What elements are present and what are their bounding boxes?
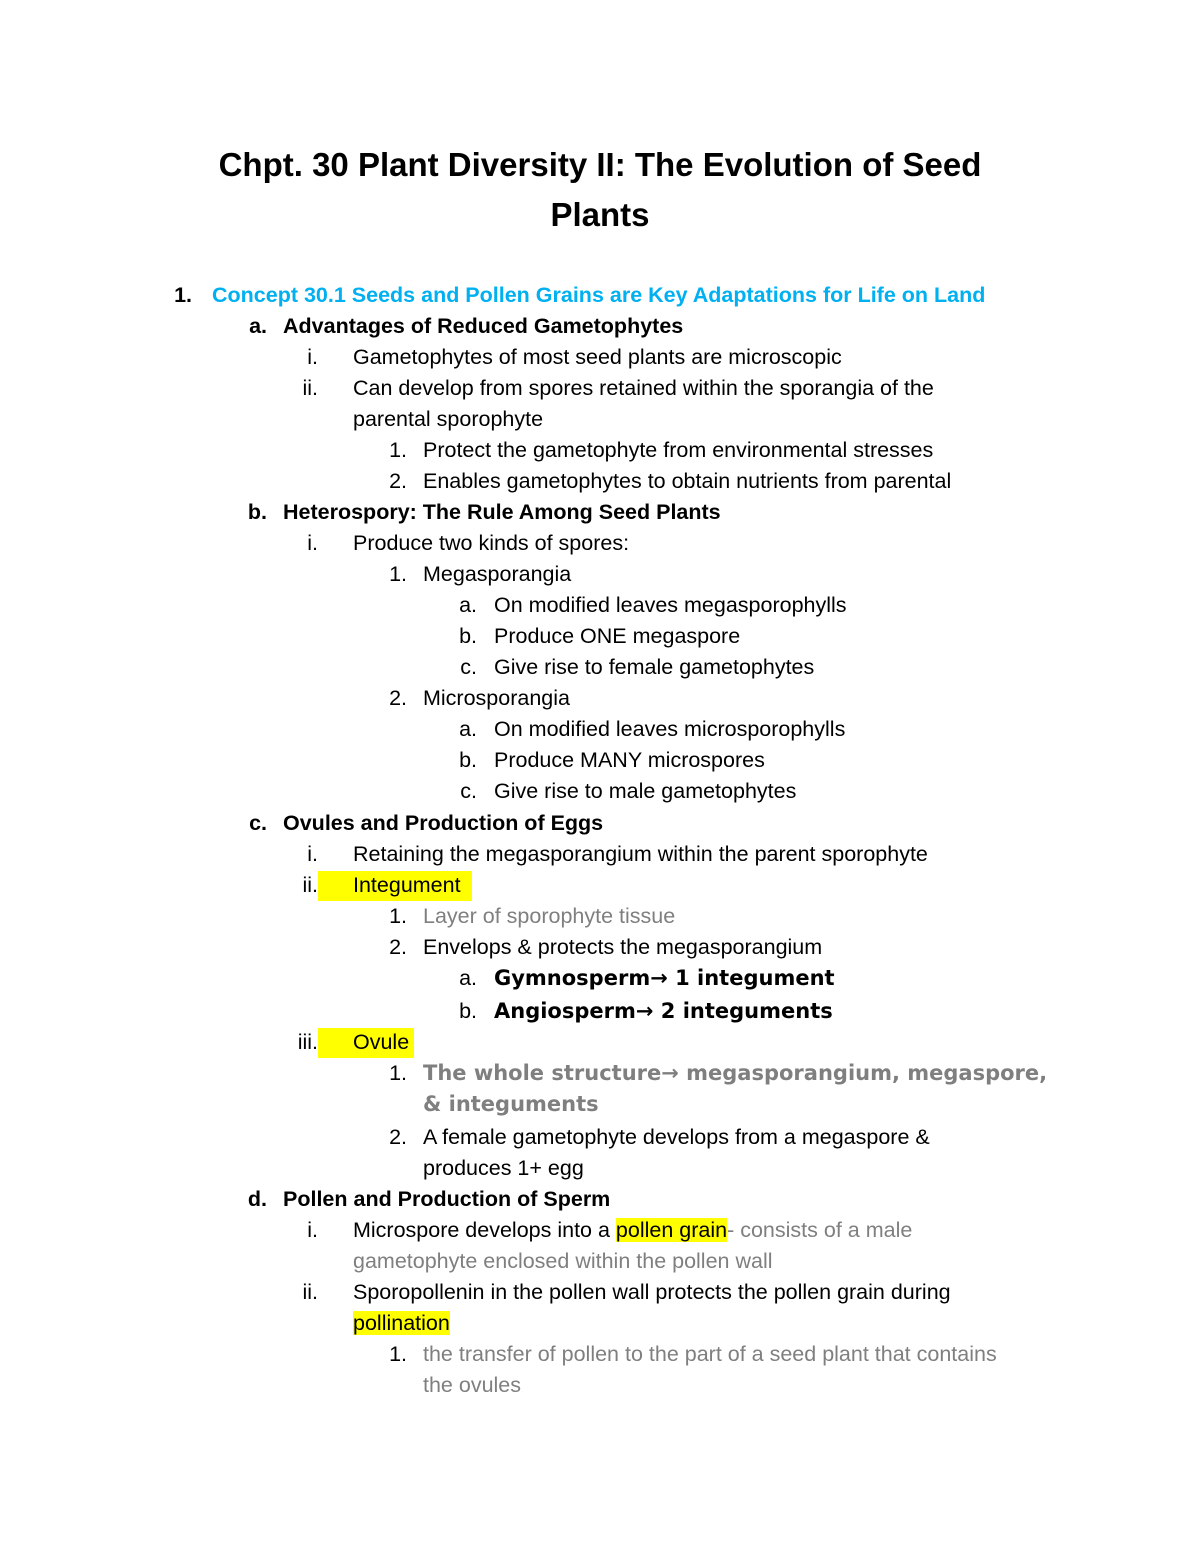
title-line-2: Plants <box>550 196 650 233</box>
sec-c-marker: c. <box>249 811 267 835</box>
list-marker: 2. <box>389 1125 407 1149</box>
list-marker: 1. <box>389 1342 407 1366</box>
list-item: the transfer of pollen to the part of a seed plant that contains <box>423 1342 997 1366</box>
list-marker: 2. <box>389 469 407 493</box>
sec-b-heading: Heterospory: The Rule Among Seed Plants <box>283 500 721 524</box>
list-marker: c. <box>460 655 477 679</box>
list-item: Produce ONE megaspore <box>494 624 741 648</box>
list-marker: a. <box>459 593 477 617</box>
list-marker: i. <box>307 1218 318 1242</box>
list-item: On modified leaves microsporophylls <box>494 717 846 741</box>
pollen-grain-term: pollen grain <box>615 1218 728 1242</box>
list-marker: ii. <box>302 873 318 897</box>
list-item: The whole structure→ megasporangium, megaspore, <box>423 1061 1048 1085</box>
list-marker: 1. <box>389 1061 407 1085</box>
list-item: Angiosperm→ 2 integuments <box>494 999 833 1023</box>
list-item: On modified leaves megasporophylls <box>494 593 847 617</box>
title-line-1: Chpt. 30 Plant Diversity II: The Evolution of Seed <box>218 146 982 183</box>
sec-b-marker: b. <box>247 500 267 524</box>
list-marker: ii. <box>302 1280 318 1304</box>
list-item: Give rise to female gametophytes <box>494 655 815 679</box>
sec-a-marker: a. <box>249 314 267 338</box>
list-marker: 2. <box>389 935 407 959</box>
list-item: Produce MANY microspores <box>494 748 765 772</box>
page-title <box>0 140 1200 240</box>
concept-heading: Concept 30.1 Seeds and Pollen Grains are Key Adaptations for Life on Land <box>212 283 986 307</box>
list-item: Gymnosperm→ 1 integument <box>494 966 835 990</box>
list-marker: ii. <box>302 376 318 400</box>
list-item-text: - consists of a male <box>727 1218 913 1242</box>
list-item: Megasporangia <box>423 562 572 586</box>
list-item-continuation: & integuments <box>423 1092 599 1116</box>
list-marker: b. <box>459 748 477 772</box>
list-item <box>353 1215 912 1246</box>
concept-marker: 1. <box>174 283 192 307</box>
list-item-continuation: parental sporophyte <box>353 407 544 431</box>
list-item: Envelops & protects the megasporangium <box>423 935 823 959</box>
list-item: Gametophytes of most seed plants are microscopic <box>353 345 842 369</box>
list-marker: i. <box>307 345 318 369</box>
list-marker: 1. <box>389 438 407 462</box>
sec-a-heading: Advantages of Reduced Gametophytes <box>283 314 684 338</box>
sec-c-heading: Ovules and Production of Eggs <box>283 811 604 835</box>
sec-d-heading: Pollen and Production of Sperm <box>283 1187 611 1211</box>
list-marker: b. <box>459 999 477 1023</box>
list-item-continuation: gametophyte enclosed within the pollen wall <box>353 1249 773 1273</box>
list-item: Sporopollenin in the pollen wall protects the pollen grain during <box>353 1280 951 1304</box>
list-marker: a. <box>459 966 477 990</box>
list-item: Can develop from spores retained within the sporangia of the <box>353 376 934 400</box>
list-item: Microsporangia <box>423 686 570 710</box>
list-marker: i. <box>307 531 318 555</box>
list-marker: 2. <box>389 686 407 710</box>
list-marker: b. <box>459 624 477 648</box>
list-item-text: Microspore develops into a <box>353 1218 616 1242</box>
list-item-continuation <box>353 1308 450 1339</box>
list-marker: a. <box>459 717 477 741</box>
list-item: Protect the gametophyte from environmental stresses <box>423 438 934 462</box>
list-item-continuation: produces 1+ egg <box>423 1156 584 1180</box>
list-item: Retaining the megasporangium within the parent sporophyte <box>353 842 928 866</box>
sec-d-marker: d. <box>247 1187 267 1211</box>
list-item: A female gametophyte develops from a megaspore & <box>423 1125 930 1149</box>
list-marker: iii. <box>297 1030 318 1054</box>
list-item: Enables gametophytes to obtain nutrients from parental <box>423 469 952 493</box>
list-item: Produce two kinds of spores: <box>353 531 630 555</box>
ovule-term: Ovule <box>353 1030 410 1054</box>
list-item: Layer of sporophyte tissue <box>423 904 676 928</box>
list-marker: 1. <box>389 904 407 928</box>
list-marker: 1. <box>389 562 407 586</box>
list-marker: i. <box>307 842 318 866</box>
list-item: Give rise to male gametophytes <box>494 779 797 803</box>
list-marker: c. <box>460 779 477 803</box>
integument-term: Integument <box>353 873 461 897</box>
list-item-continuation: the ovules <box>423 1373 522 1397</box>
pollination-term: pollination <box>353 1311 450 1335</box>
